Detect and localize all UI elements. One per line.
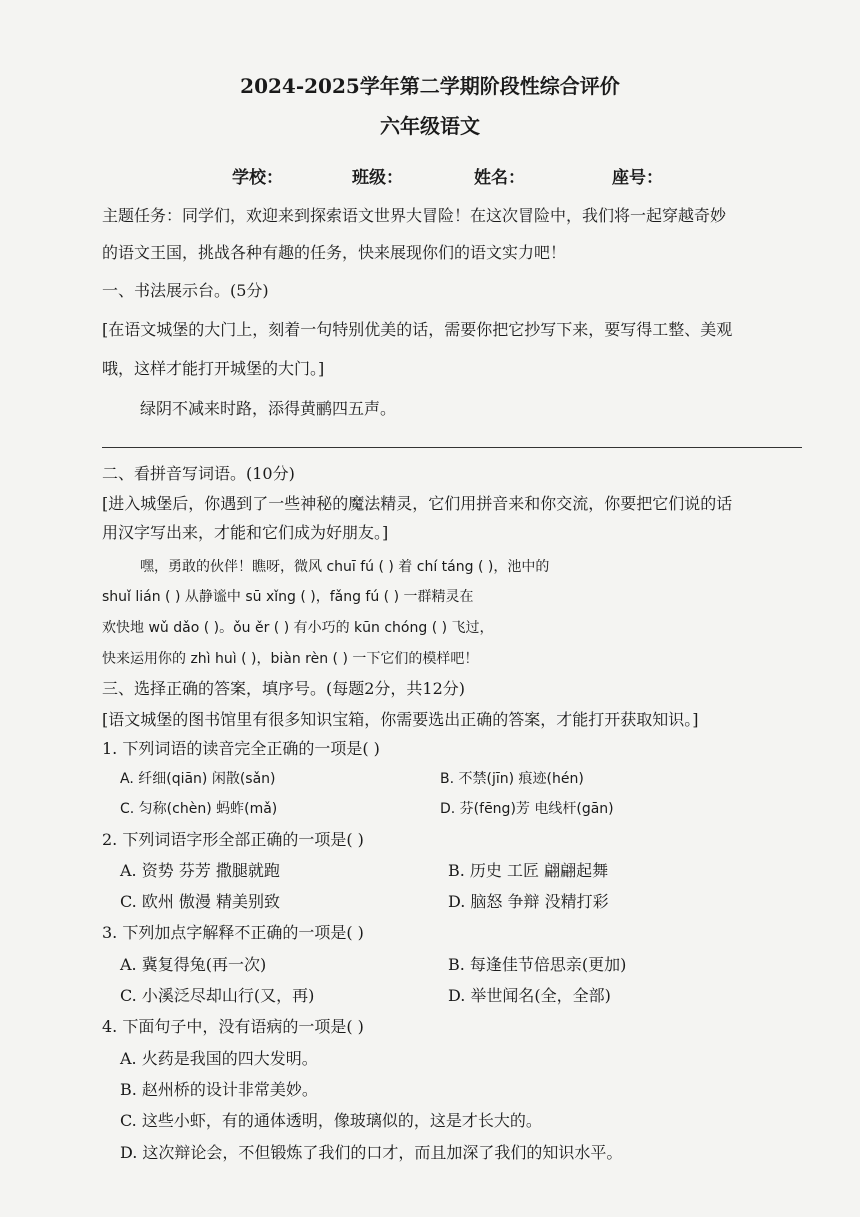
- option-c: C. 小溪泛尽却山行(又，再): [120, 986, 315, 1005]
- exam-title: 2024-2025学年第二学期阶段性综合评价: [240, 74, 620, 98]
- option-b: B. 每逢佳节倍思亲(更加): [448, 955, 627, 974]
- section2-heading: 二、看拼音写词语。(10分): [102, 464, 295, 483]
- option-b: B. 历史 工匠 翩翩起舞: [448, 861, 609, 880]
- section3-heading: 三、选择正确的答案，填序号。(每题2分，共12分): [102, 679, 466, 698]
- option-b: B. 赵州桥的设计非常美妙。: [120, 1080, 318, 1099]
- option-a: A. 火药是我国的四大发明。: [120, 1049, 318, 1068]
- writing-line[interactable]: [102, 447, 802, 448]
- option-d: D. 这次辩论会，不但锻炼了我们的口才，而且加深了我们的知识水平。: [120, 1143, 623, 1162]
- section2-desc: 用汉字写出来，才能和它们成为好朋友。]: [102, 523, 389, 542]
- intro-line: 的语文王国，挑战各种有趣的任务，快来展现你们的语文实力吧！: [102, 243, 567, 262]
- option-c: C. 这些小虾，有的通体透明，像玻璃似的，这是才长大的。: [120, 1111, 542, 1130]
- pinyin-line: 快来运用你的 zhì huì ( )，biàn rèn ( ) 一下它们的模样吧！: [102, 651, 479, 667]
- option-c: C. 欧州 傲漫 精美别致: [120, 892, 281, 911]
- name-label: 姓名：: [474, 168, 525, 188]
- option-a: A. 冀复得兔(再一次): [120, 955, 267, 974]
- question-1: 1. 下列词语的读音完全正确的一项是( ): [102, 739, 380, 758]
- section1-heading: 一、书法展示台。(5分): [102, 281, 269, 300]
- intro-line: 主题任务：同学们，欢迎来到探索语文世界大冒险！在这次冒险中，我们将一起穿越奇妙: [102, 206, 727, 225]
- question-2: 2. 下列词语字形全部正确的一项是( ): [102, 830, 364, 849]
- section1-desc: 哦，这样才能打开城堡的大门。]: [102, 359, 325, 378]
- option-d: D. 芬(fēng)芳 电线杆(gān): [440, 801, 614, 817]
- exam-subtitle: 六年级语文: [380, 114, 480, 138]
- option-b: B. 不禁(jīn) 痕迹(hén): [440, 771, 584, 787]
- option-d: D. 举世闻名(全，全部): [448, 986, 611, 1005]
- option-a: A. 资势 芬芳 撒腿就跑: [120, 861, 280, 880]
- poem-line: 绿阴不减来时路，添得黄鹂四五声。: [140, 399, 397, 418]
- section2-desc: [进入城堡后，你遇到了一些神秘的魔法精灵，它们用拼音来和你交流，你要把它们说的话: [102, 494, 733, 513]
- option-c: C. 匀称(chèn) 蚂蚱(mǎ): [120, 801, 278, 817]
- section1-desc: [在语文城堡的大门上，刻着一句特别优美的话，需要你把它抄写下来，要写得工整、美观: [102, 320, 733, 339]
- section3-desc: [语文城堡的图书馆里有很多知识宝箱，你需要选出正确的答案，才能打开获取知识。]: [102, 710, 699, 729]
- class-label: 班级：: [352, 168, 403, 188]
- pinyin-line: shuǐ lián ( ) 从静谧中 sū xǐng ( )，fǎng fú ( ) 一群精灵在: [102, 589, 474, 605]
- question-3: 3. 下列加点字解释不正确的一项是( ): [102, 923, 364, 942]
- seat-label: 座号：: [612, 168, 663, 188]
- pinyin-line: 嘿，勇敢的伙伴！瞧呀，微风 chuī fú ( ) 着 chí táng ( )，池中的: [140, 559, 550, 575]
- option-a: A. 纤细(qiān) 闲散(sǎn): [120, 771, 276, 787]
- pinyin-line: 欢快地 wǔ dǎo ( )。ǒu ěr ( ) 有小巧的 kūn chóng ( ) 飞过，: [102, 620, 494, 636]
- question-4: 4. 下面句子中，没有语病的一项是( ): [102, 1017, 364, 1036]
- school-label: 学校：: [232, 168, 283, 188]
- option-d: D. 脑怒 争辩 没精打彩: [448, 892, 609, 911]
